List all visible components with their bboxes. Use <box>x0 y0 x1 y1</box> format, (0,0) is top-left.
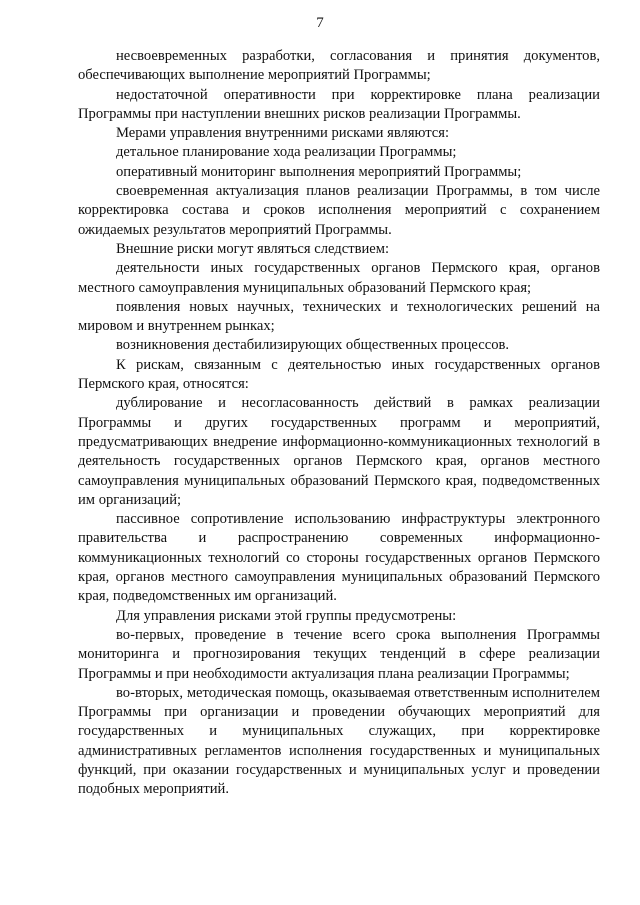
paragraph: недостаточной оперативности при корректировке плана реализации Программы при наступлении внешних рисков реализации Программы. <box>78 86 600 122</box>
paragraph: детальное планирование хода реализации Программы; <box>116 144 457 161</box>
paragraph: своевременная актуализация планов реализации Программы, в том числе корректировка состава и сроков исполнения мероприятий с сохранением ожидаемых результатов мероприятий Программы. <box>78 183 600 238</box>
document-body <box>78 47 600 800</box>
paragraph: возникновения дестабилизирующих общественных процессов. <box>116 337 510 354</box>
paragraph: Внешние риски могут являться следствием: <box>116 240 390 257</box>
paragraph: несвоевременных разработки, согласования и принятия документов, обеспечивающих выполнение мероприятий Программы; <box>78 48 600 84</box>
paragraph: Для управления рисками этой группы предусмотрены: <box>116 607 457 624</box>
page-number: 7 <box>316 15 324 31</box>
paragraph: Мерами управления внутренними рисками являются: <box>116 125 450 142</box>
paragraph: дублирование и несогласованность действий в рамках реализации Программы и других государственных программ и мероприятий, предусматривающих внедрение информационно-коммуникационных технологий в деятельность государственных органов Пермского края, органов местного самоуправления муниципальных образований Пермского края, подведомственных им организаций; <box>78 395 600 508</box>
paragraph: деятельности иных государственных органов Пермского края, органов местного самоуправления муниципальных образований Пермского края; <box>78 260 600 296</box>
paragraph: К рискам, связанным с деятельностью иных государственных органов Пермского края, относятся: <box>78 356 600 393</box>
paragraph: пассивное сопротивление использованию инфраструктуры электронного правительства и распространению современных информационно-коммуникационных технологий со стороны государственных органов Пермского края, органов местного самоуправления муниципальных образований Пермского края, подведомственных им организаций. <box>78 511 600 605</box>
paragraph: во-первых, проведение в течение всего срока выполнения Программы мониторинга и прогнозирования текущих тенденций в сфере реализации Программы и при необходимости актуализация плана реализации Программы; <box>78 626 600 682</box>
paragraph: появления новых научных, технических и технологических решений на мировом и внутреннем рынках; <box>78 298 600 335</box>
paragraph: оперативный мониторинг выполнения мероприятий Программы; <box>116 163 522 180</box>
paragraph: во-вторых, методическая помощь, оказываемая ответственным исполнителем Программы при организации и проведении обучающих мероприятий для государственных и муниципальных служащих, при корректировке административных регламентов исполнения государственных и муниципальных функций, при оказании государственных и муниципальных услуг и проведении подобных мероприятий. <box>78 684 600 798</box>
